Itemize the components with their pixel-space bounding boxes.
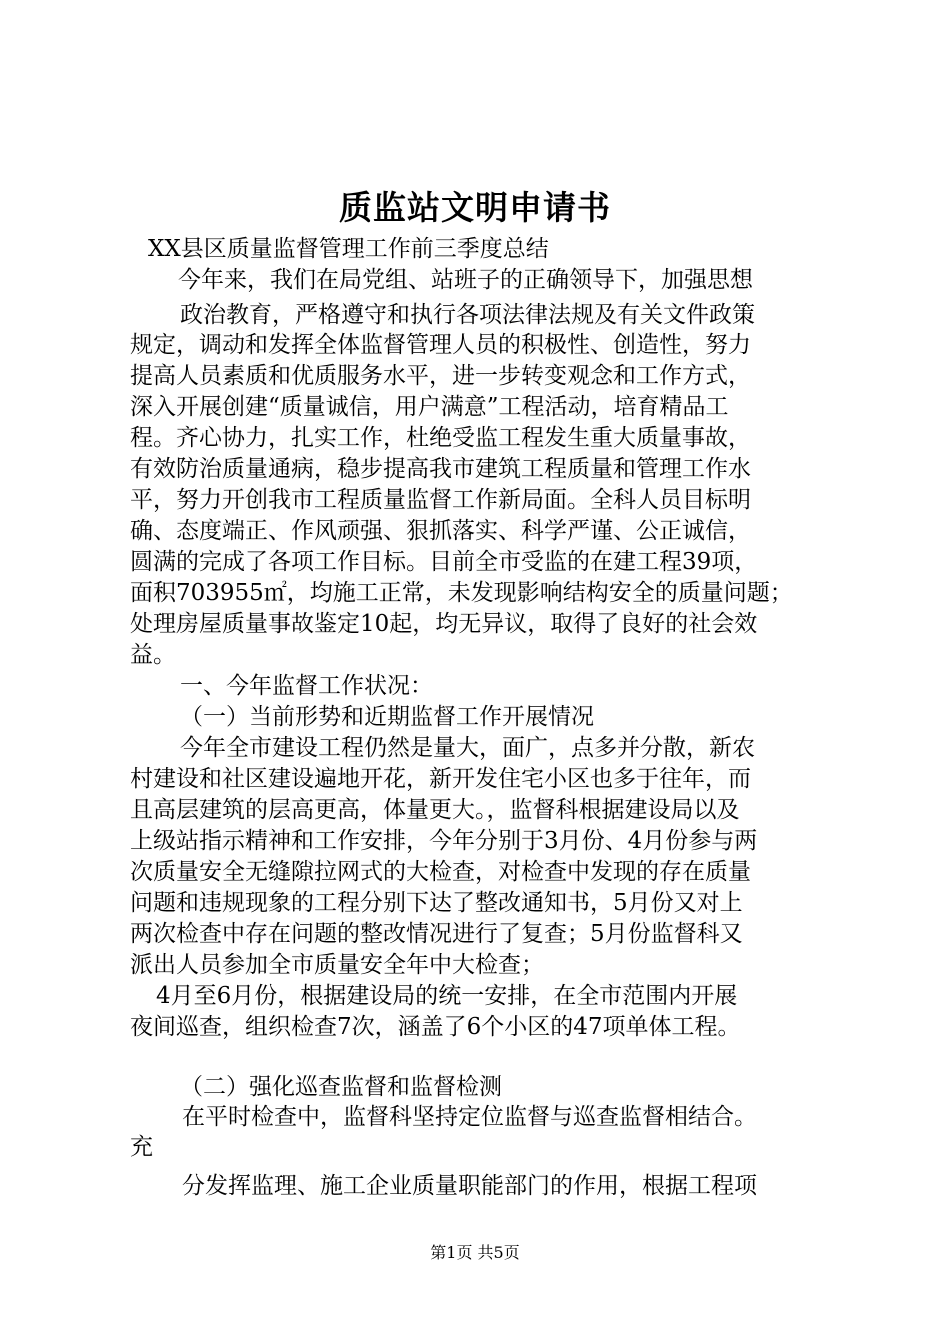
document-title: 质监站文明申请书 xyxy=(339,188,611,227)
body-line: 圆满的完成了各项工作目标。目前全市受监的在建工程39项， xyxy=(130,549,758,575)
page-indicator: 第1页 共5页 xyxy=(430,1243,520,1262)
body-line: 上级站指示精神和工作安排，今年分别于3月份、4月份参与两 xyxy=(130,828,758,854)
body-line: 分发挥监理、施工企业质量职能部门的作用，根据工程项 xyxy=(182,1173,757,1199)
body-line: 两次检查中存在问题的整改情况进行了复查；5月份监督科又 xyxy=(130,921,743,947)
body-line: 次质量安全无缝隙拉网式的大检查，对检查中发现的存在质量 xyxy=(130,859,751,885)
body-line: 面积703955㎡，均施工正常，未发现影响结构安全的质量问题； xyxy=(130,580,793,606)
body-line: 村建设和社区建设遍地开花，新开发住宅小区也多于往年，而 xyxy=(130,766,751,792)
body-line: 夜间巡查，组织检查7次，涵盖了6个小区的47项单体工程。 xyxy=(130,1014,741,1040)
body-line: 平，努力开创我市工程质量监督工作新局面。全科人员目标明 xyxy=(130,487,751,513)
body-line: 今年全市建设工程仍然是量大，面广，点多并分散，新农 xyxy=(180,735,755,761)
body-line: XX县区质量监督管理工作前三季度总结 xyxy=(148,236,549,262)
section-heading: 一、今年监督工作状况： xyxy=(180,673,433,699)
body-line: 在平时检查中，监督科坚持定位监督与巡查监督相结合。 xyxy=(182,1104,757,1130)
body-line: 提高人员素质和优质服务水平，进一步转变观念和工作方式， xyxy=(130,363,751,389)
body-line: 益。 xyxy=(130,642,176,668)
body-line: 规定，调动和发挥全体监督管理人员的积极性、创造性，努力 xyxy=(130,332,751,358)
body-line: 且高层建筑的层高更高，体量更大。，监督科根据建设局以及 xyxy=(130,797,740,823)
body-line: 4月至6月份，根据建设局的统一安排，在全市范围内开展 xyxy=(156,983,738,1009)
body-line: 派出人员参加全市质量安全年中大检查； xyxy=(130,952,544,978)
body-line: 问题和违规现象的工程分别下达了整改通知书，5月份又对上 xyxy=(130,890,743,916)
body-line: 今年来，我们在局党组、站班子的正确领导下，加强思想 xyxy=(178,267,753,293)
body-line: 充 xyxy=(130,1134,153,1160)
body-line: 深入开展创建“质量诚信，用户满意”工程活动，培育精品工 xyxy=(130,394,729,420)
body-line: 处理房屋质量事故鉴定10起，均无异议，取得了良好的社会效 xyxy=(130,611,758,637)
body-line: 程。齐心协力，扎实工作，杜绝受监工程发生重大质量事故， xyxy=(130,425,751,451)
body-line: 有效防治质量通病，稳步提高我市建筑工程质量和管理工作水 xyxy=(130,456,751,482)
subsection-heading: （二）强化巡查监督和监督检测 xyxy=(180,1074,502,1100)
body-line: 确、态度端正、作风顽强、狠抓落实、科学严谨、公正诚信， xyxy=(130,518,751,544)
subsection-heading: （一）当前形势和近期监督工作开展情况 xyxy=(180,704,594,730)
body-line: 政治教育，严格遵守和执行各项法律法规及有关文件政策 xyxy=(180,302,755,328)
